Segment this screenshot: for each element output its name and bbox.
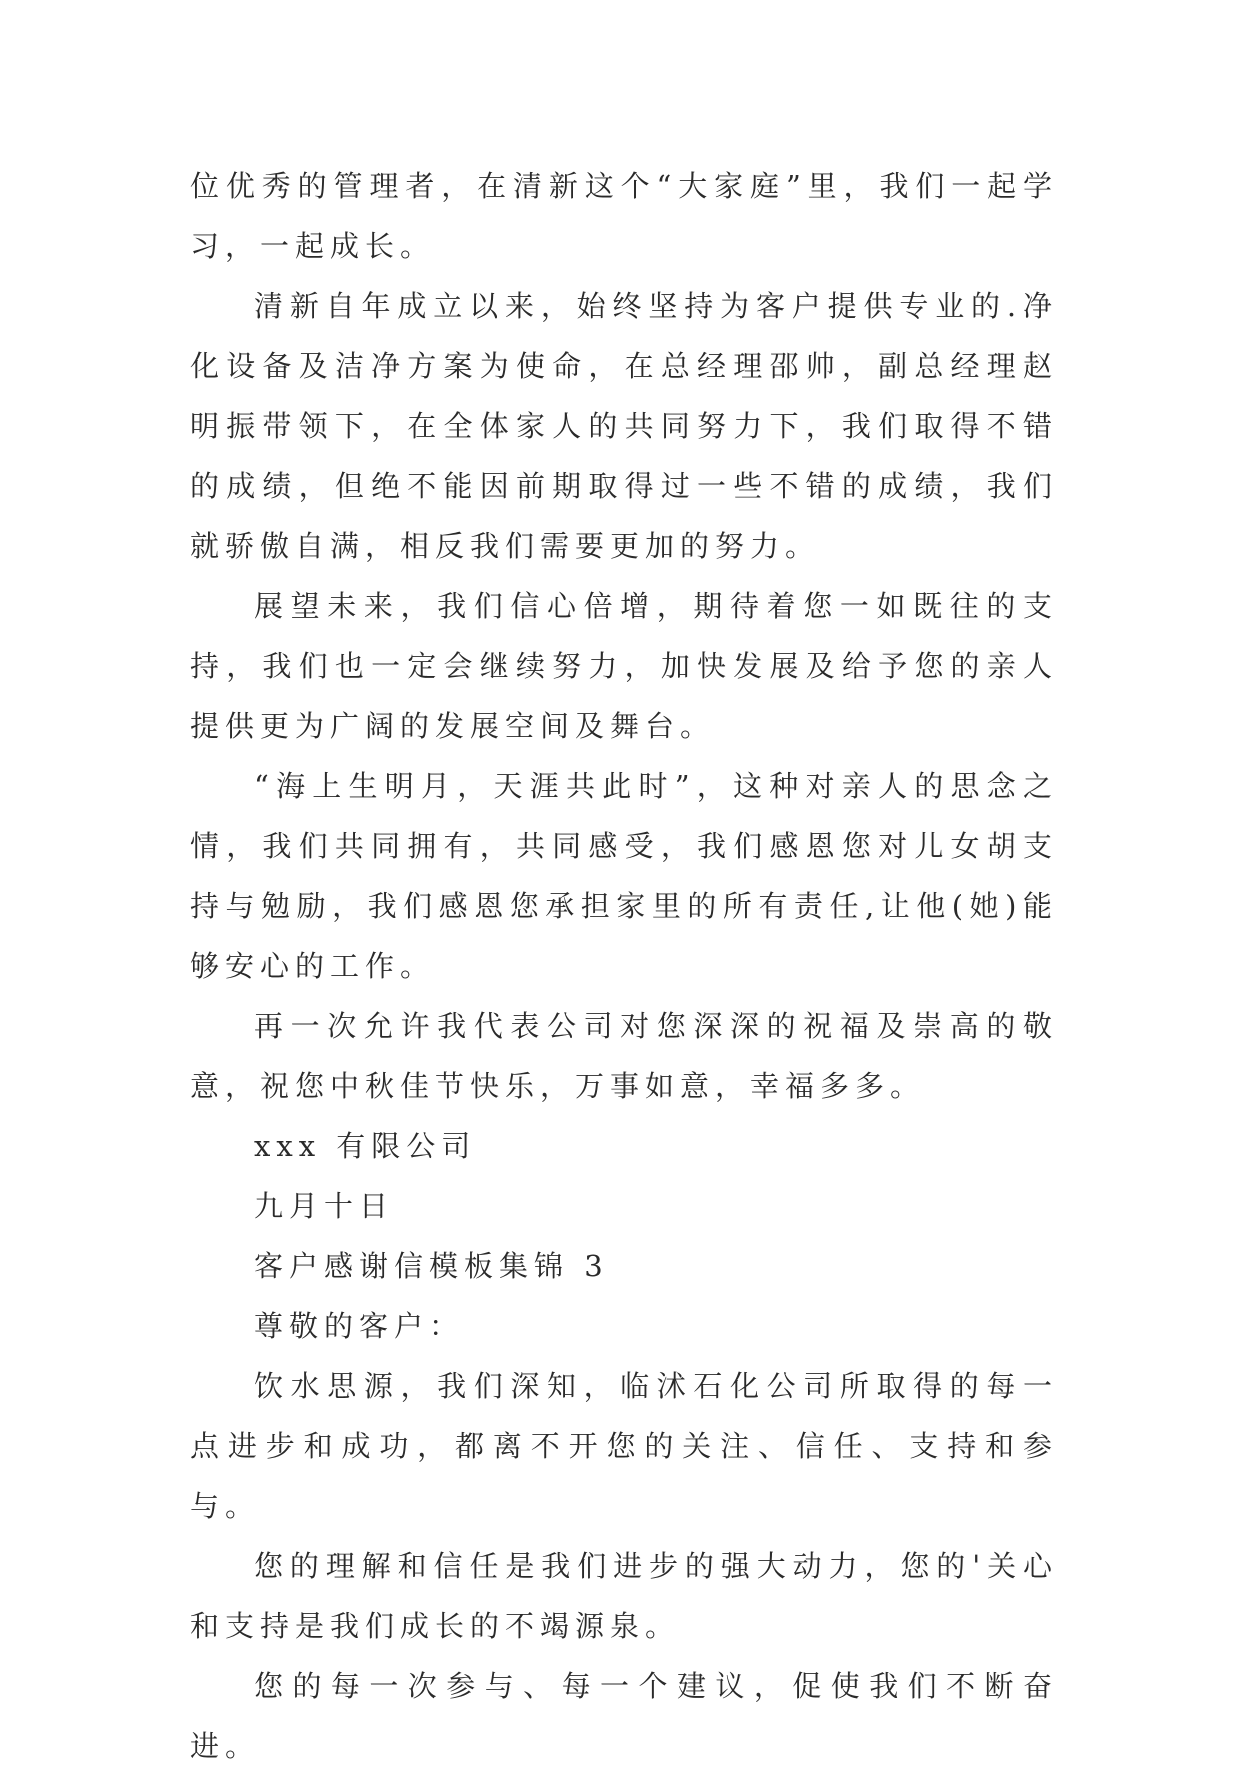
- salutation: 尊敬的客户：: [254, 1309, 465, 1343]
- paragraph: “海上生明月，天涯共此时”，这种对亲人的思念之情，我们共同拥有，共同感受，我们感恩您对儿女胡支持与勉励，我们感恩您承担家里的所有责任,让他(她)能够安心的工作。: [190, 769, 1058, 983]
- paragraph: 清新自年成立以来，始终坚持为客户提供专业的.净化设备及洁净方案为使命，在总经理邵帅，副总经理赵明振带领下，在全体家人的共同努力下，我们取得不错的成绩，但绝不能因前期取得过一些不错的成绩，我们就骄傲自满，相反我们需要更加的努力。: [190, 289, 1058, 563]
- paragraph: 饮水思源，我们深知，临沭石化公司所取得的每一点进步和成功，都离不开您的关注、信任、支持和参与。: [190, 1369, 1058, 1523]
- paragraph: 您的理解和信任是我们进步的强大动力，您的'关心和支持是我们成长的不竭源泉。: [190, 1549, 1058, 1643]
- paragraph: 位优秀的管理者，在清新这个“大家庭”里，我们一起学习，一起成长。: [190, 169, 1058, 263]
- letter-date: 九月十日: [254, 1189, 395, 1223]
- paragraph: 再一次允许我代表公司对您深深的祝福及崇高的敬意，祝您中秋佳节快乐，万事如意，幸福多多。: [190, 1009, 1058, 1103]
- paragraph: 展望未来，我们信心倍增，期待着您一如既往的支持，我们也一定会继续努力，加快发展及给予您的亲人提供更为广阔的发展空间及舞台。: [190, 589, 1058, 743]
- paragraph: 您的每一次参与、每一个建议，促使我们不断奋进。: [190, 1669, 1058, 1763]
- section-heading: 客户感谢信模板集锦 3: [254, 1249, 609, 1283]
- document-body: [190, 156, 1058, 1776]
- company-signature: xxx 有限公司: [254, 1129, 477, 1163]
